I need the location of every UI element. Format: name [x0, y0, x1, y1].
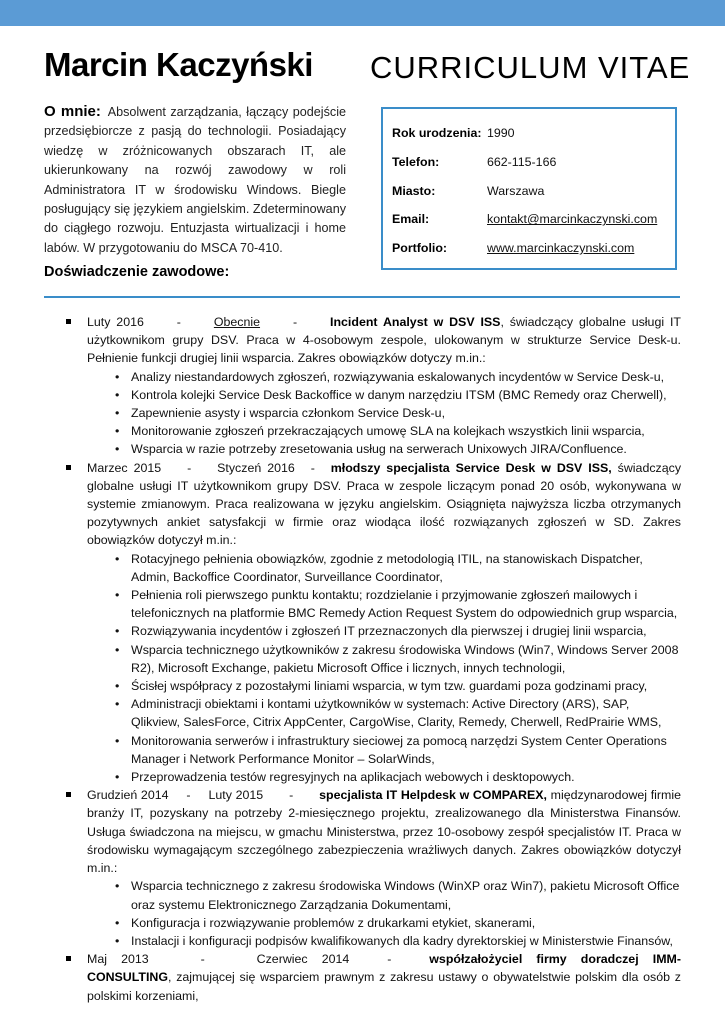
- task-list: [87, 368, 681, 459]
- bullet-icon: •: [115, 424, 120, 439]
- job-from: Maj 2013: [87, 952, 149, 967]
- job-to: Obecnie: [213, 315, 261, 329]
- job-to: Czerwiec 2014: [256, 952, 350, 967]
- square-bullet-icon: [66, 465, 71, 470]
- job-description: świadczący globalne usługi IT użytkownikom grupy DSV. Praca w zespole liczącym ponad 20 osób, wykonywana w systemie zmianowym. Praca realizowana w języku angielskim. Osiągnięta najwyższa liczba otrzymanych pozytywnych ankiet satysfakcji w firmie oraz wiodąca ilość rozwiązanych zgłoszeń w SD. Zakres obowiązków dotyczył m.in.:: [87, 460, 682, 548]
- job-entry: [87, 459, 681, 787]
- about-section: [44, 102, 346, 258]
- list-item: [115, 550, 681, 586]
- job-dash: -: [186, 788, 191, 803]
- about-label: O mnie:: [44, 103, 101, 120]
- task-text: Kontrola kolejki Service Desk Backoffice w danym narzędziu ITSM (BMC Remedy oraz Cherwell),: [131, 387, 667, 402]
- task-text: Monitorowania serwerów i infrastruktury sieciowej za pomocą narzędzi System Center Operations Manager i Network Performance Monitor – SolarWinds,: [131, 733, 667, 766]
- job-dash: -: [187, 460, 192, 475]
- job-entry: [87, 313, 681, 459]
- job-title: Incident Analyst w DSV ISS: [330, 315, 501, 329]
- task-text: Ścisłej współpracy z pozostałymi liniami wsparcia, w tym tzw. guardami poza godzinami pracy,: [131, 679, 648, 694]
- list-item: [115, 695, 681, 731]
- birth-label: Rok urodzenia:: [392, 126, 482, 140]
- header-accent-bar: [0, 0, 725, 26]
- list-item: [115, 768, 681, 786]
- task-text: Konfiguracja i rozwiązywanie problemów z drukarkami etykiet, skanerami,: [131, 915, 536, 930]
- about-text: Absolwent zarządzania, łączący podejście przedsiębiorcze z pasją do technologii. Posiadający wiedzę w zróżnicowanych obszarach IT, ale ukierunkowany na rozwój zawodowy w roli Administratora IT w środowisku Windows. Biegle posługujący się językiem angielskim. Zdeterminowany do ciągłego rozwoju. Entuzjasta wirtualizacji i home labów. W przygotowaniu do MSCA 70-410.: [44, 105, 347, 255]
- list-item: [115, 440, 681, 458]
- job-entry: [87, 950, 681, 1005]
- info-row-email: [392, 212, 675, 241]
- job-description: międzynarodowej firmie branży IT, pozyskany na potrzeby 2-miesięcznego projektu, zrealizowanego dla Ministerstwa Finansów. Usługa świadczona na miejscu, w gmachu Ministerstwa, przez 10-osobowy zespół specjalistów IT. Praca w środowisku wymagającym szczególnego zabezpieczenia wrażliwych danych. Zakres obowiązków dotyczył m.in.:: [87, 788, 681, 876]
- job-dash: -: [176, 315, 181, 329]
- list-item: [115, 932, 681, 950]
- list-item: [115, 622, 681, 640]
- info-row-phone: [392, 155, 675, 184]
- phone-value: 662-115-166: [487, 154, 557, 169]
- experience-heading: Doświadczenie zawodowe:: [44, 264, 230, 280]
- square-bullet-icon: [66, 956, 71, 961]
- list-item: [115, 404, 681, 422]
- email-link[interactable]: kontakt@marcinkaczynski.com: [487, 212, 658, 227]
- bullet-icon: •: [115, 624, 120, 639]
- section-divider: [44, 296, 680, 298]
- bullet-icon: •: [115, 588, 120, 603]
- portfolio-label: Portfolio:: [392, 241, 448, 256]
- job-title: młodszy specjalista Service Desk w DSV ISS,: [330, 460, 612, 475]
- list-item: [115, 641, 681, 677]
- bullet-icon: •: [115, 406, 120, 421]
- portfolio-link[interactable]: www.marcinkaczynski.com: [487, 241, 635, 256]
- task-text: Monitorowanie zgłoszeń przekraczających umowę SLA na kolejkach wszystkich linii wsparcia,: [131, 424, 645, 439]
- bullet-icon: •: [115, 770, 120, 785]
- task-text: Wsparcia technicznego użytkowników z zakresu środowiska Windows (Win7, Windows Server 2008 R2), Microsoft Exchange, pakietu Microsoft Office i licznych, innych technologii,: [131, 642, 679, 675]
- square-bullet-icon: [66, 792, 71, 797]
- job-to: Luty 2015: [208, 788, 264, 803]
- job-dash: -: [289, 788, 294, 803]
- task-list: [87, 550, 681, 787]
- person-name: Marcin Kaczyński: [44, 46, 313, 83]
- list-item: [115, 422, 681, 440]
- job-dash: -: [200, 952, 205, 967]
- list-item: [115, 877, 681, 913]
- list-item: [115, 914, 681, 932]
- task-text: Analizy niestandardowych zgłoszeń, rozwiązywania eskalowanych incydentów w Service Desk-u,: [131, 369, 665, 384]
- bullet-icon: •: [115, 697, 120, 712]
- job-description: , świadczący globalne usługi IT użytkownikom grupy DSV. Praca w 4-osobowym zespole, ulokowanym w strukturze Service Desk-u. Pełnienie funkcji drugiej linii wsparcia. Zakres obowiązków dotyczy m.in.:: [87, 315, 681, 366]
- bullet-icon: •: [115, 733, 120, 748]
- personal-info-box: [381, 107, 677, 270]
- bullet-icon: •: [115, 915, 120, 930]
- bullet-icon: •: [115, 551, 120, 566]
- list-item: [115, 586, 681, 622]
- square-bullet-icon: [66, 319, 71, 324]
- birth-value: 1990: [487, 126, 515, 140]
- job-dash: -: [387, 952, 392, 967]
- experience-list: [87, 313, 681, 1005]
- bullet-icon: •: [115, 933, 120, 948]
- task-text: Instalacji i konfiguracji podpisów kwalifikowanych dla kadry dyrektorskiej w Ministerstwie Finansów,: [131, 933, 673, 948]
- list-item: [115, 677, 681, 695]
- bullet-icon: •: [115, 642, 120, 657]
- job-from: Grudzień 2014: [87, 788, 169, 803]
- bullet-icon: •: [115, 679, 120, 694]
- info-row-portfolio: [392, 241, 675, 270]
- list-item: [115, 732, 681, 768]
- task-list: [87, 877, 681, 950]
- document-title: CURRICULUM VITAE: [370, 50, 691, 85]
- phone-label: Telefon:: [392, 154, 440, 169]
- list-item: [115, 368, 681, 386]
- bullet-icon: •: [115, 442, 120, 457]
- task-text: Wsparcia w razie potrzeby zresetowania usług na serwerach Unixowych JIRA/Confluence.: [131, 442, 627, 457]
- task-text: Rozwiązywania incydentów i zgłoszeń IT przeznaczonych dla pierwszej i drugiej linii wsparcia,: [131, 624, 647, 639]
- task-text: Przeprowadzenia testów regresyjnych na aplikacjach webowych i desktopowych.: [131, 770, 575, 785]
- job-from: Luty 2016: [87, 315, 144, 329]
- info-row-city: [392, 184, 675, 213]
- job-description: , zajmującej się wsparciem prawnym z zakresu ustawy o obywatelstwie polskim dla osób z polskimi korzeniami,: [87, 970, 681, 1003]
- bullet-icon: •: [115, 879, 120, 894]
- list-item: [115, 386, 681, 404]
- task-text: Pełnienia roli pierwszego punktu kontaktu; rozdzielanie i przyjmowanie zgłoszeń mailowych i telefonicznych na platformie BMC Remedy Action Request System do odpowiednich grup wsparcia,: [131, 588, 678, 621]
- city-label: Miasto:: [392, 183, 436, 198]
- task-text: Administracji obiektami i kontami użytkowników w systemach: Active Directory (ARS), SAP, Qlikview, SalesForce, Citrix AppCenter, CargoWise, Clarity, Remedy, Cherwell, RedPrairie WMS,: [131, 697, 662, 730]
- task-text: Rotacyjnego pełnienia obowiązków, zgodnie z metodologią ITIL, na stanowiskach Dispatcher, Admin, Backoffice Coordinator, Surveillance Coordinator,: [131, 551, 643, 584]
- bullet-icon: •: [115, 369, 120, 384]
- bullet-icon: •: [115, 387, 120, 402]
- task-text: Zapewnienie asysty i wsparcia członkom Service Desk-u,: [131, 406, 446, 421]
- job-title: specjalista IT Helpdesk w COMPAREX,: [319, 788, 547, 803]
- job-dash: -: [292, 315, 298, 329]
- job-from: Marzec 2015: [87, 460, 162, 475]
- job-dash: -: [310, 460, 315, 475]
- email-label: Email:: [392, 212, 430, 227]
- info-row-birth: [392, 126, 675, 155]
- city-value: Warszawa: [487, 183, 545, 198]
- job-to: Styczeń 2016: [217, 460, 295, 475]
- task-text: Wsparcia technicznego z zakresu środowiska Windows (WinXP oraz Win7), pakietu Microsoft Office oraz systemu Elektronicznego Zarządzania Dokumentami,: [131, 879, 680, 912]
- job-title: współzałożyciel firmy doradczej IMM-CONSULTING: [87, 952, 681, 985]
- job-entry: [87, 786, 681, 950]
